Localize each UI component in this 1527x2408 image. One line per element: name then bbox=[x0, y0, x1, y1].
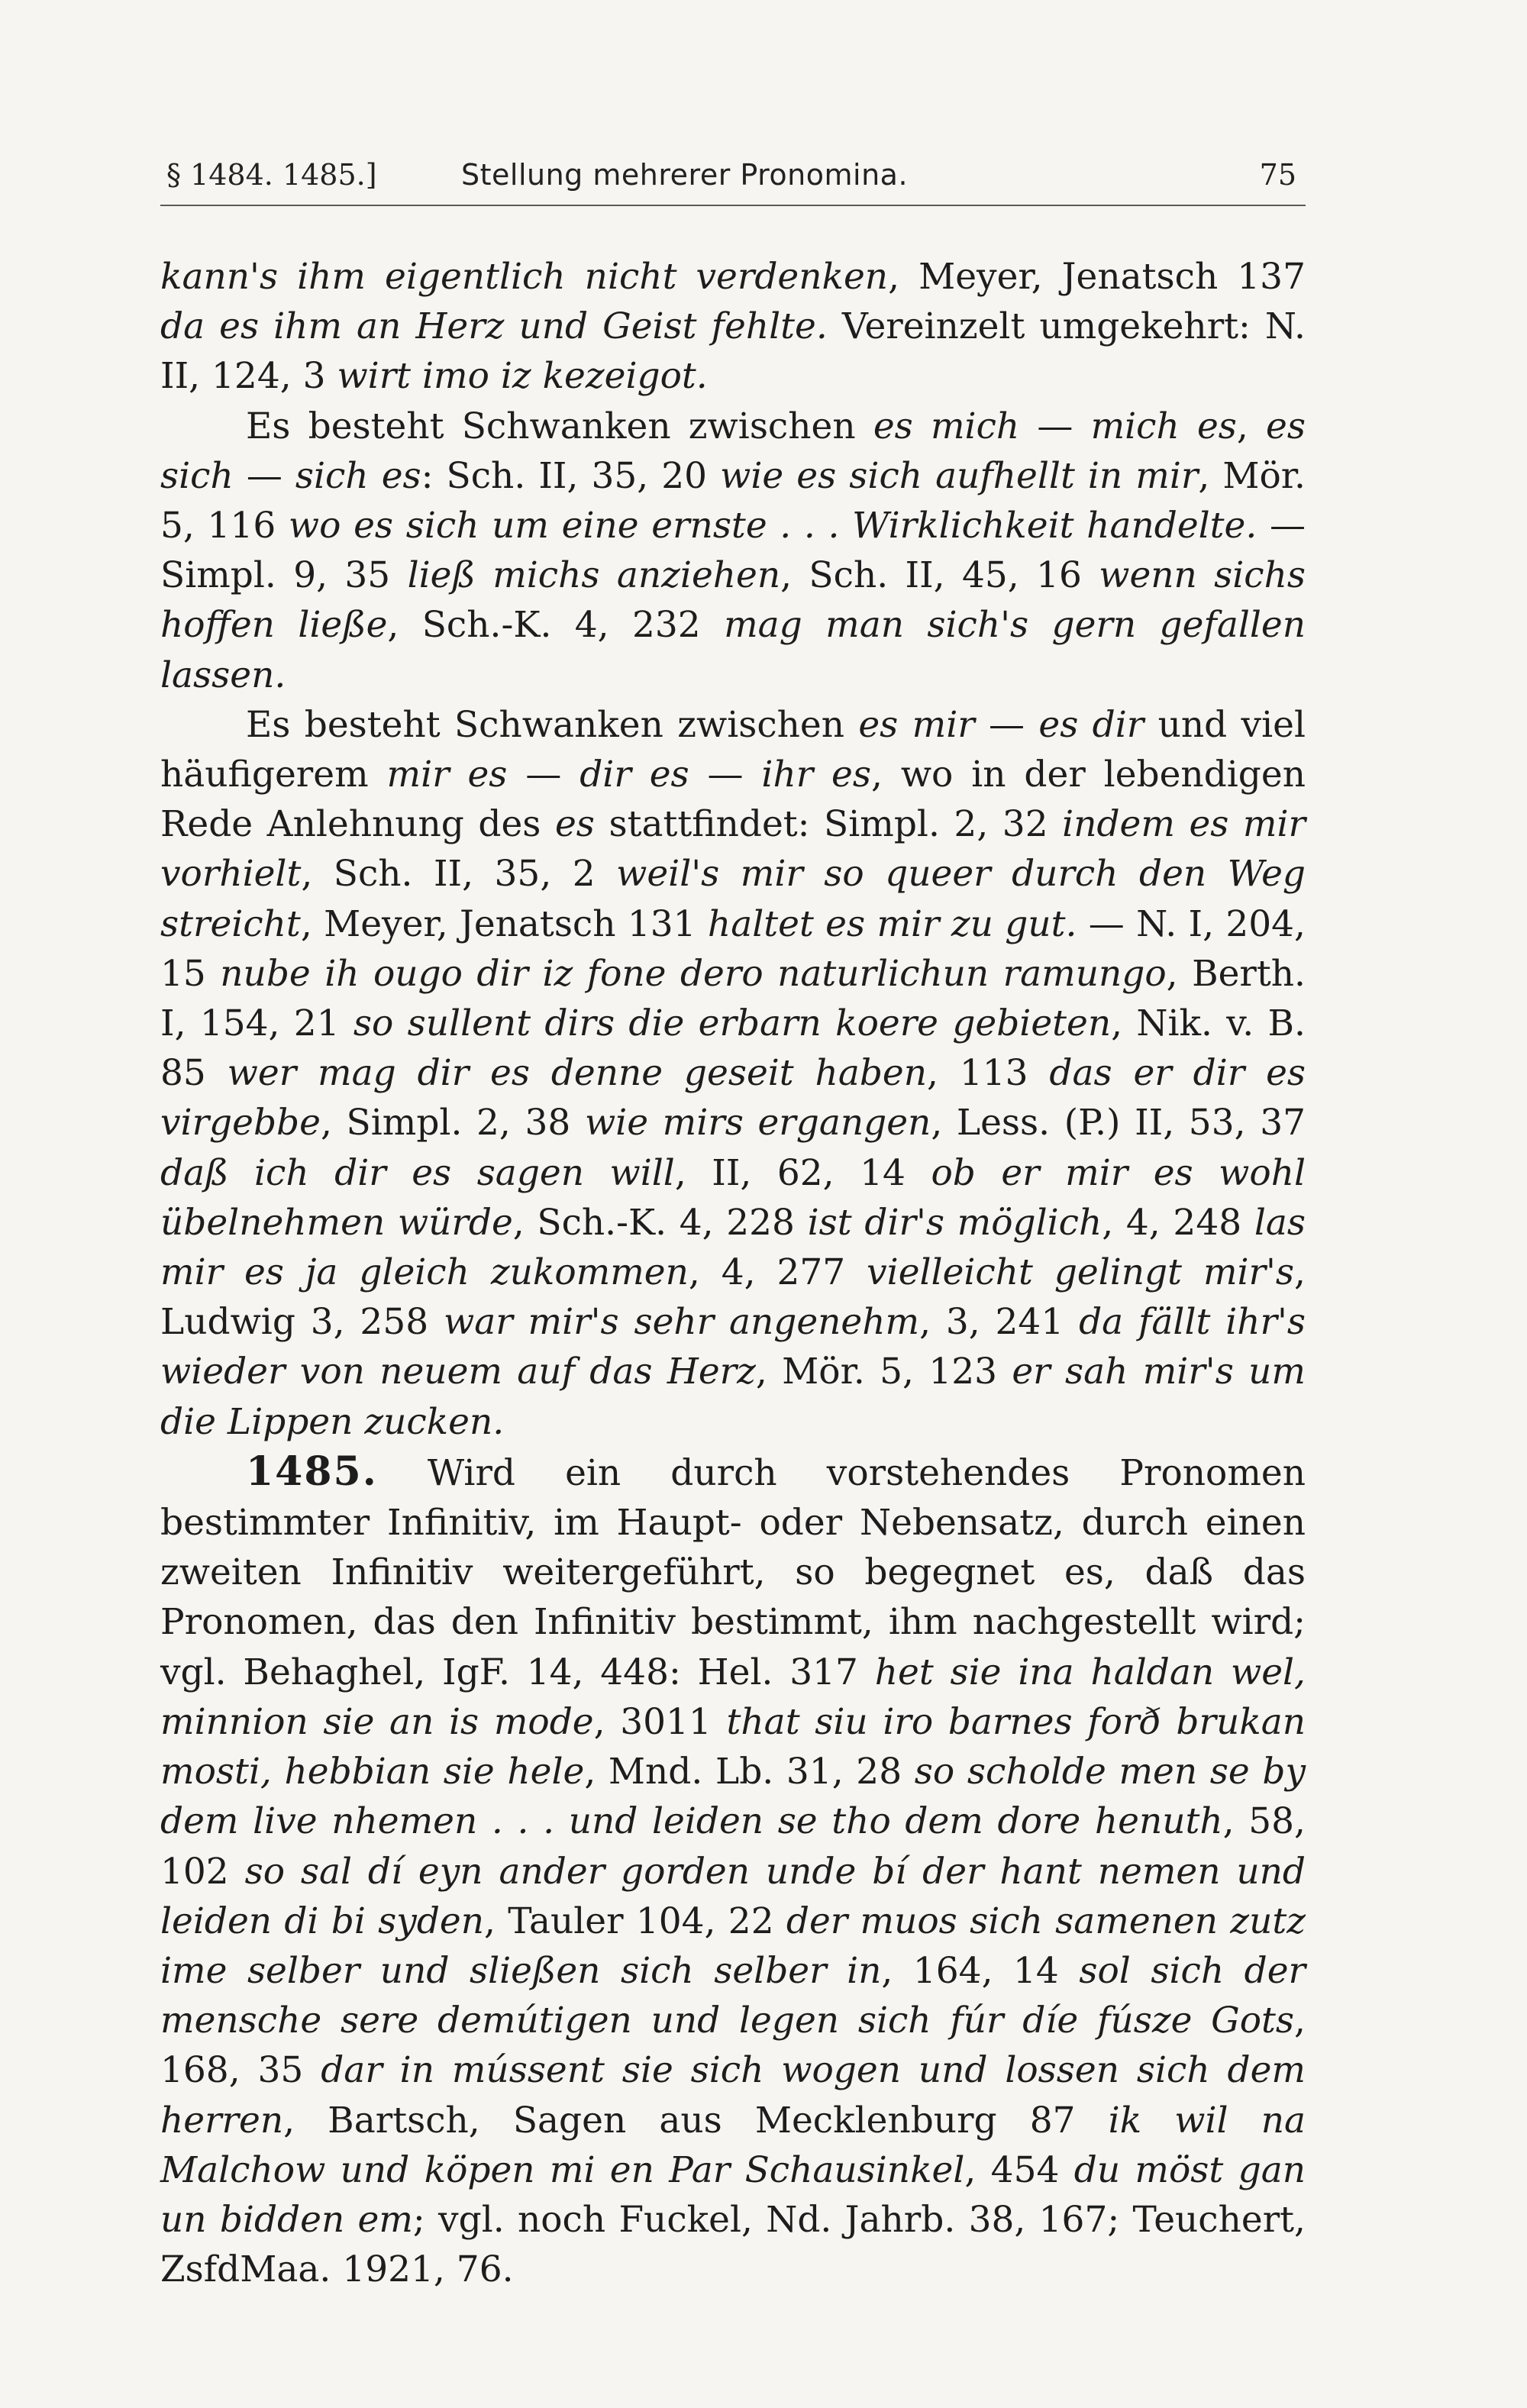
italic-quotation: weil's mir so queer durch den Weg streicht bbox=[160, 853, 1306, 945]
italic-quotation: wie mirs ergangen bbox=[584, 1102, 931, 1144]
text-segment: , Sch.-K. 4, 228 bbox=[512, 1201, 808, 1244]
italic-quotation: wie es sich aufhellt in mir bbox=[720, 454, 1199, 497]
text-segment: , Mnd. Lb. 31, 28 bbox=[584, 1751, 915, 1793]
italic-quotation: vielleicht gelingt mir's bbox=[867, 1251, 1295, 1294]
italic-quotation: das er dir es virgebbe bbox=[160, 1052, 1306, 1144]
italic-quotation: sich es bbox=[295, 454, 421, 497]
text-segment: : Sch. II, 35, 20 bbox=[421, 454, 721, 497]
text-segment: — N. I, 204, 15 bbox=[160, 902, 1306, 995]
text-segment: , Ludwig 3, 258 bbox=[160, 1251, 1306, 1344]
page-number: 75 bbox=[1259, 158, 1296, 192]
italic-quotation: der muos sich samenen zutz ime selber und sließen sich selber in bbox=[160, 1900, 1306, 1992]
italic-quotation: kann's ihm eigentlich nicht verdenken bbox=[160, 256, 889, 298]
text-segment: , Tauler 104, 22 bbox=[484, 1900, 786, 1942]
italic-quotation: las mir es ja gleich zukommen bbox=[160, 1201, 1306, 1294]
text-segment: , Meyer, Jenatsch 137 bbox=[888, 256, 1306, 298]
italic-quotation: nube ih ougo dir iz fone dero naturlichun ramungo bbox=[220, 952, 1167, 995]
italic-quotation: es dir bbox=[1038, 703, 1144, 746]
italic-quotation: dir es bbox=[579, 754, 689, 796]
text-segment: — bbox=[974, 703, 1039, 746]
page-title: Stellung mehrerer Pronomina. bbox=[461, 158, 909, 192]
italic-quotation: daß ich dir es sagen will bbox=[160, 1151, 675, 1194]
text-segment: , Mör. 5, 116 bbox=[160, 454, 1306, 547]
italic-quotation: so scholde men se by dem live nhemen . . . und leiden se tho dem dore henuth bbox=[160, 1751, 1306, 1843]
header-rule bbox=[160, 205, 1306, 206]
text-segment: , Sch.-K. 4, 232 bbox=[387, 604, 725, 647]
paragraph-p2 bbox=[160, 402, 1306, 700]
italic-quotation: so sal dí eyn ander gorden unde bí der hant nemen und leiden di bi syden bbox=[160, 1850, 1306, 1942]
text-segment: , 4, 277 bbox=[688, 1251, 867, 1294]
italic-quotation: mir es bbox=[386, 754, 508, 796]
italic-quotation: that siu iro barnes forð brukan mosti, hebbian sie hele bbox=[160, 1700, 1306, 1793]
section-reference: § 1484. 1485.] bbox=[166, 158, 377, 192]
text-segment: stattfindet: Simpl. 2, 32 bbox=[594, 803, 1063, 846]
italic-quotation: het sie ina haldan wel, minnion sie an is mode bbox=[160, 1651, 1306, 1743]
italic-quotation: dar in mússent sie sich wogen und lossen sich dem herren bbox=[160, 2049, 1306, 2142]
italic-quotation: ist dir's möglich bbox=[807, 1201, 1102, 1244]
italic-quotation: wer mag dir es denne geseit haben bbox=[227, 1052, 928, 1095]
italic-quotation: haltet es mir zu gut. bbox=[707, 902, 1077, 945]
text-segment: , Berth. I, 154, 21 bbox=[160, 952, 1306, 1045]
text-segment: Vereinzelt umgekehrt: N. II, 124, 3 bbox=[160, 305, 1306, 398]
text-segment: , Nik. v. B. 85 bbox=[160, 1002, 1306, 1095]
text-segment: Wird ein durch vorstehendes Pronomen bestimmter Infinitiv, im Haupt- oder Nebensatz, durch einen zweiten Infinitiv weitergeführt, so begegnet es, daß das Pronomen, das den Infinitiv bestimmt, ihm nachgestellt wird; vgl. Behaghel, IgF. 14, 448: Hel. 317 bbox=[160, 1451, 1306, 1693]
italic-quotation: da fällt ihr's wieder von neuem auf das Herz bbox=[160, 1301, 1306, 1393]
italic-quotation: mag man sich's gern gefallen lassen. bbox=[160, 604, 1306, 696]
italic-quotation: mich es bbox=[1090, 405, 1237, 447]
text-segment: , 58, 102 bbox=[160, 1800, 1306, 1893]
text-segment: Es besteht Schwanken zwischen bbox=[246, 405, 873, 447]
text-segment: , 454 bbox=[964, 2148, 1074, 2191]
text-segment: ; vgl. noch Fuckel, Nd. Jahrb. 38, 167; Teuchert, ZsfdMaa. 1921, 76. bbox=[160, 2198, 1306, 2291]
text-segment: , wo in der lebendigen Rede Anlehnung des bbox=[160, 754, 1306, 846]
running-head bbox=[166, 158, 1296, 204]
italic-quotation: war mir's sehr angenehm bbox=[443, 1301, 920, 1344]
italic-quotation: er sah mir's um die Lippen zucken. bbox=[160, 1351, 1306, 1443]
text-segment: , Sch. II, 45, 16 bbox=[780, 554, 1099, 597]
text-segment: , 164, 14 bbox=[881, 1949, 1080, 1992]
text-segment: , Mör. 5, 123 bbox=[755, 1351, 1012, 1393]
italic-quotation: es bbox=[554, 803, 595, 846]
italic-quotation: wo es sich um eine ernste . . . Wirklichkeit handelte. bbox=[288, 505, 1257, 547]
italic-quotation: wenn sichs hoffen ließe bbox=[160, 554, 1306, 647]
text-segment: Es besteht Schwanken zwischen bbox=[246, 703, 859, 746]
italic-quotation: da es ihm an Herz und Geist fehlte. bbox=[160, 305, 828, 348]
text-segment: , bbox=[1236, 405, 1267, 447]
paragraph-p4 bbox=[160, 1447, 1306, 2294]
text-segment: , Bartsch, Sagen aus Mecklenburg 87 bbox=[283, 2099, 1109, 2142]
paragraph-p1 bbox=[160, 252, 1306, 402]
text-segment: , 3, 241 bbox=[919, 1301, 1080, 1344]
text-segment: , Sch. II, 35, 2 bbox=[301, 853, 617, 896]
italic-quotation: wirt imo iz kezeigot. bbox=[337, 355, 708, 398]
text-segment: — bbox=[233, 454, 295, 497]
italic-quotation: ik wil na Malchow und köpen mi en Par Schausinkel bbox=[160, 2099, 1306, 2191]
text-segment: , 168, 35 bbox=[160, 2000, 1306, 2092]
text-segment: , Meyer, Jenatsch 131 bbox=[300, 902, 708, 945]
italic-quotation: indem es mir vorhielt bbox=[160, 803, 1306, 896]
text-segment: , 113 bbox=[927, 1052, 1050, 1095]
text-segment: , Less. (P.) II, 53, 37 bbox=[931, 1102, 1306, 1144]
italic-quotation: du möst gan un bidden em bbox=[160, 2148, 1306, 2241]
text-segment: , II, 62, 14 bbox=[674, 1151, 931, 1194]
italic-quotation: ob er mir es wohl übelnehmen würde bbox=[160, 1151, 1306, 1244]
italic-quotation: es mich bbox=[873, 405, 1020, 447]
section-number: 1485. bbox=[246, 1448, 378, 1495]
italic-quotation: es mir bbox=[858, 703, 975, 746]
italic-quotation: so sullent dirs die erbarn koere gebieten bbox=[353, 1002, 1112, 1045]
paragraph-p3 bbox=[160, 700, 1306, 1447]
text-segment: , Simpl. 2, 38 bbox=[320, 1102, 585, 1144]
body-text bbox=[160, 252, 1306, 2294]
text-segment: — bbox=[689, 754, 762, 796]
italic-quotation: ließ michs anziehen bbox=[407, 554, 781, 597]
italic-quotation: es sich bbox=[160, 405, 1306, 497]
italic-quotation: ihr es bbox=[761, 754, 871, 796]
text-segment: , 4, 248 bbox=[1102, 1201, 1254, 1244]
italic-quotation: sol sich der mensche sere demútigen und legen sich fúr díe fúsze Gots bbox=[160, 1949, 1306, 2042]
text-segment: — Simpl. 9, 35 bbox=[160, 505, 1306, 597]
text-segment: und viel häufigerem bbox=[160, 703, 1306, 796]
text-segment: — bbox=[507, 754, 580, 796]
text-segment: , 3011 bbox=[593, 1700, 727, 1743]
text-segment: — bbox=[1019, 405, 1091, 447]
